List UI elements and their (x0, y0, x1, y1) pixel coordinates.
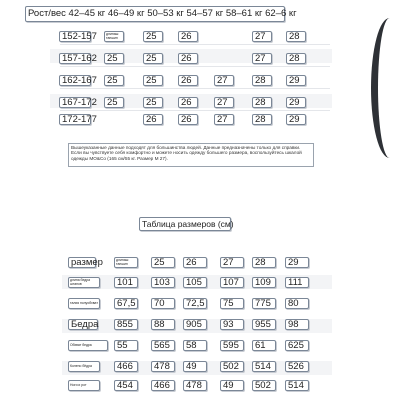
measure-cell: 49 (220, 380, 244, 391)
measure-cell: 111 (285, 277, 309, 288)
measure-cell: 905 (183, 319, 207, 330)
measure-cell: длинаш таншин (114, 257, 138, 268)
measure-label: Обхват бедра (68, 340, 108, 351)
edge-curve (371, 18, 408, 158)
measure-label: размер (68, 257, 96, 268)
size-cell: 27 (214, 114, 234, 125)
size-cell: 26 (143, 114, 163, 125)
size-cell: 25 (143, 53, 163, 64)
size-cell: 28 (286, 53, 306, 64)
measure-cell: 101 (114, 277, 138, 288)
size-cell: 25 (143, 31, 163, 42)
measure-cell: 466 (151, 380, 175, 391)
measure-cell: 595 (220, 340, 244, 351)
size-cell: 26 (178, 114, 198, 125)
size-cell: 29 (286, 75, 306, 86)
measure-cell: 502 (252, 380, 276, 391)
measure-cell: 98 (285, 319, 309, 330)
size-cell: 29 (286, 114, 306, 125)
measure-cell: 107 (220, 277, 244, 288)
size-cell: 25 (143, 75, 163, 86)
height-label: 157-162 (59, 53, 91, 64)
size-cell: 26 (178, 53, 198, 64)
height-label: 152-157 (59, 31, 91, 42)
measure-label: Бедра (68, 319, 98, 330)
measure-label: талия полуобхват (68, 298, 100, 309)
measure-cell: 72,5 (183, 298, 207, 309)
measure-cell: 478 (183, 380, 207, 391)
measure-cell: 103 (151, 277, 175, 288)
measure-cell: 478 (151, 361, 175, 372)
measure-cell: 625 (285, 340, 309, 351)
measure-cell: 58 (183, 340, 207, 351)
measure-cell: 93 (220, 319, 244, 330)
size-cell: 25 (104, 53, 124, 64)
size-cell: 28 (252, 97, 272, 108)
measure-cell: 565 (151, 340, 175, 351)
measure-cell: 88 (151, 319, 175, 330)
size-cell: 29 (286, 97, 306, 108)
fit-note: Вышеуказанные данные подходят для большинства людей. Данные предназначены только для справки. Если вы чувствуете себя комфортно и можете носить одежду большего размера, воспользуйтесь шкалой одежды MO&Co (165 см/55 кг. Размер M 27). (68, 143, 314, 167)
size-cell: 27 (252, 53, 272, 64)
row-divider (60, 110, 330, 111)
measure-label: Ноги и рот (68, 380, 100, 391)
measure-cell: 105 (183, 277, 207, 288)
measure-cell: 67,5 (114, 298, 138, 309)
row-divider (60, 44, 330, 45)
measure-cell: 454 (114, 380, 138, 391)
size-cell: 25 (104, 97, 124, 108)
measure-cell: 526 (285, 361, 309, 372)
measure-cell: 466 (114, 361, 138, 372)
size-cell: 27 (214, 97, 234, 108)
measure-cell: 855 (114, 319, 138, 330)
measure-cell: 955 (252, 319, 276, 330)
height-label: 162-167 (59, 75, 91, 86)
height-label: 172-177 (59, 114, 91, 125)
size-cell: 28 (286, 31, 306, 42)
measure-cell: 26 (183, 257, 207, 268)
size-cell: 26 (178, 75, 198, 86)
measure-cell: 70 (151, 298, 175, 309)
size-cell: 26 (178, 31, 198, 42)
measure-cell: 80 (285, 298, 309, 309)
measure-label: Колено бёдра (68, 361, 100, 372)
measure-cell: 29 (285, 257, 309, 268)
size-cell: длинаш таншин (104, 31, 124, 42)
measure-cell: 49 (183, 361, 207, 372)
measure-cell: 25 (151, 257, 175, 268)
measure-cell: 109 (252, 277, 276, 288)
measure-cell: 514 (285, 380, 309, 391)
size-table-title: Таблица размеров (см) (139, 217, 231, 231)
measure-cell: 28 (252, 257, 276, 268)
size-cell: 25 (104, 75, 124, 86)
measure-cell: 27 (220, 257, 244, 268)
measure-cell: 775 (252, 298, 276, 309)
measure-cell: 502 (220, 361, 244, 372)
size-cell: 27 (214, 75, 234, 86)
size-cell: 25 (143, 97, 163, 108)
weight-header: Рост/вес 42–45 кг 46–49 кг 50–53 кг 54–57 кг 58–61 кг 62–6 кг (25, 6, 285, 22)
measure-cell: 514 (252, 361, 276, 372)
size-cell: 28 (252, 114, 272, 125)
height-label: 167-172 (59, 97, 91, 108)
measure-cell: 55 (114, 340, 138, 351)
measure-cell: 61 (252, 340, 276, 351)
row-divider (60, 88, 330, 89)
size-cell: 26 (178, 97, 198, 108)
size-cell: 28 (252, 75, 272, 86)
size-cell: 27 (252, 31, 272, 42)
measure-cell: 75 (220, 298, 244, 309)
row-divider (60, 66, 330, 67)
measure-label: длина бедра штанов (68, 277, 100, 288)
